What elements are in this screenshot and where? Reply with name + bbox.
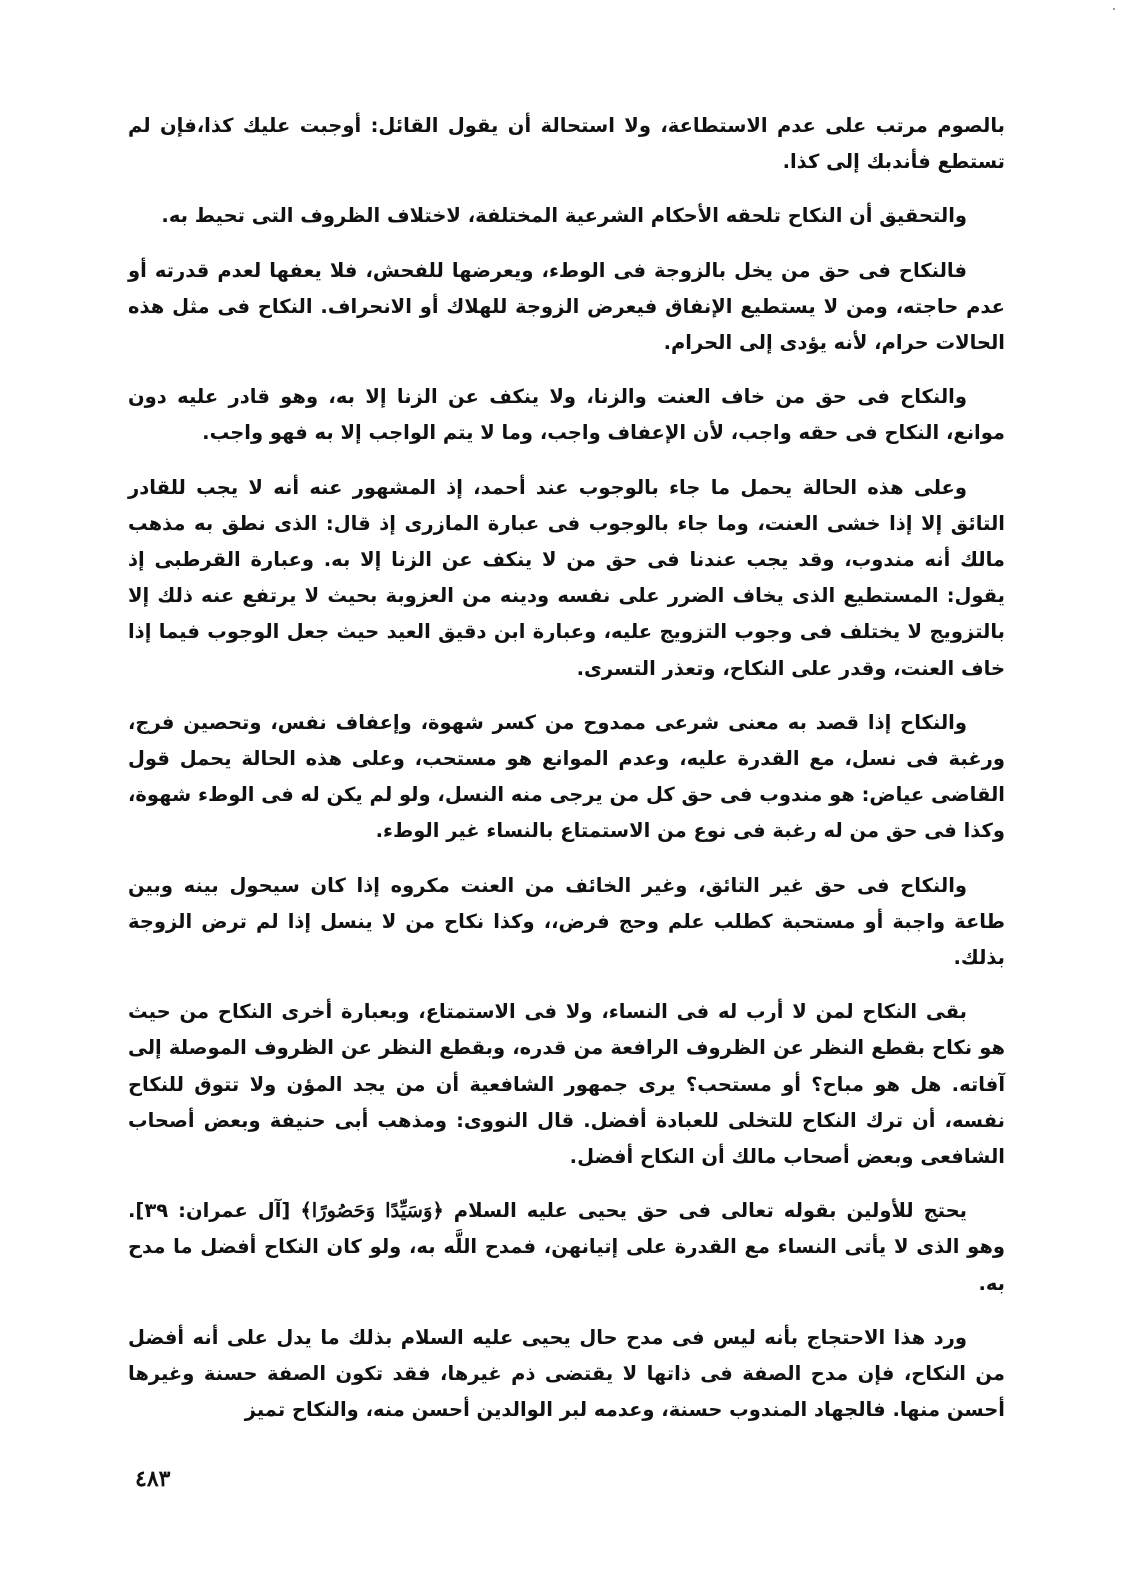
paragraph-10: ورد هذا الاحتجاج بأنه ليس فى مدح حال يحيى عليه السلام بذلك ما يدل على أنه أفضل من النكاح، فإن مدح الصفة فى ذاتها لا يقتضى ذم غيرها، فقد تكون الصفة حسنة وغيرها أحسن منها. فالجهاد المندوب حسنة، وعدمه لبر الوالدين أحسن منه، والنكاح تميز (128, 1325, 1005, 1422)
quran-verse: ﴿وَسَيِّدًا وَحَصُورًا﴾ (300, 1199, 444, 1223)
paragraph-9-text-after: [آل عمران: ٣٩]. وهو الذى لا يأتى النساء مع القدرة على إتيانهن، فمدح اللَّه به، ولو كان النكاح أفضل ما مدح به. (128, 1199, 1005, 1295)
paragraph-4: والنكاح فى حق من خاف العنت والزنا، ولا ينكف عن الزنا إلا به، وهو قادر عليه دون موانع، النكاح فى حقه واجب، لأن الإعفاف واجب، وما لا يتم الواجب إلا به فهو واجب. (128, 385, 1005, 445)
paragraph-6: والنكاح إذا قصد به معنى شرعى ممدوح من كسر شهوة، وإعفاف نفس، وتحصين فرج، ورغبة فى نسل، مع القدرة عليه، وعدم الموانع هو مستحب، وعلى هذه الحالة يحمل قول القاضى عياض: هو مندوب فى حق كل من يرجى منه النسل، ولو لم يكن له فى الوطء شهوة، وكذا فى حق من له رغبة فى نوع من الاستمتاع بالنساء غير الوطء. (128, 710, 1005, 843)
paragraph-3: فالنكاح فى حق من يخل بالزوجة فى الوطء، ويعرضها للفحش، فلا يعفها لعدم قدرته أو عدم حاجته، ومن لا يستطيع الإنفاق فيعرض الزوجة للهلاك أو الانحراف. النكاح فى مثل هذه الحالات حرام، لأنه يؤدى إلى الحرام. (128, 258, 1005, 355)
paragraph-8: بقى النكاح لمن لا أرب له فى النساء، ولا فى الاستمتاع، وبعبارة أخرى النكاح من حيث هو نكاح بقطع النظر عن الظروف الرافعة من قدره، وبقطع النظر عن الظروف الموصلة إلى آفاته. هل هو مباح؟ أو مستحب؟ يرى جمهور الشافعية أن من يجد المؤن ولا تتوق للنكاح نفسه، أن ترك النكاح للتخلى للعبادة أفضل. قال النووى: ومذهب أبى حنيفة وبعض أصحاب الشافعى وبعض أصحاب مالك أن النكاح أفضل. (128, 1000, 1005, 1169)
document-page (128, 108, 1005, 1447)
paragraph-5: وعلى هذه الحالة يحمل ما جاء بالوجوب عند أحمد، إذ المشهور عنه أنه لا يجب للقادر التائق إلا إذا خشى العنت، وما جاء بالوجوب فى عبارة المازرى إذ قال: الذى نطق به مذهب مالك أنه مندوب، وقد يجب عندنا فى حق من لا ينكف عن الزنا إلا به. وعبارة القرطبى إذ يقول: المستطيع الذى يخاف الضرر على نفسه ودينه من العزوبة بحيث لا يرتفع عنه ذلك إلا بالتزويج لا يختلف فى وجوب التزويج عليه، وعبارة ابن دقيق العيد حيث جعل الوجوب فيما إذا خاف العنت، وقدر على النكاح، وتعذر التسرى. (128, 475, 1005, 680)
paragraph-7: والنكاح فى حق غير التائق، وغير الخائف من العنت مكروه إذا كان سيحول بينه وبين طاعة واجبة أو مستحبة كطلب علم وحج فرض،، وكذا نكاح من لا ينسل إذا لم ترض الزوجة بذلك. (128, 873, 1005, 970)
paragraph-2: والتحقيق أن النكاح تلحقه الأحكام الشرعية المختلفة، لاختلاف الظروف التى تحيط به. (161, 204, 967, 228)
paragraph-9-text-before: يحتج للأولين بقوله تعالى فى حق يحيى عليه السلام (443, 1199, 967, 1223)
paragraph-9 (128, 1193, 1005, 1302)
scan-artifact (1113, 8, 1115, 10)
paragraph-1: بالصوم مرتب على عدم الاستطاعة، ولا استحالة أن يقول القائل: أوجبت عليك كذا،فإن لم تستطع فأندبك إلى كذا. (128, 114, 1005, 174)
page-number: ٤٨٣ (135, 1466, 171, 1492)
